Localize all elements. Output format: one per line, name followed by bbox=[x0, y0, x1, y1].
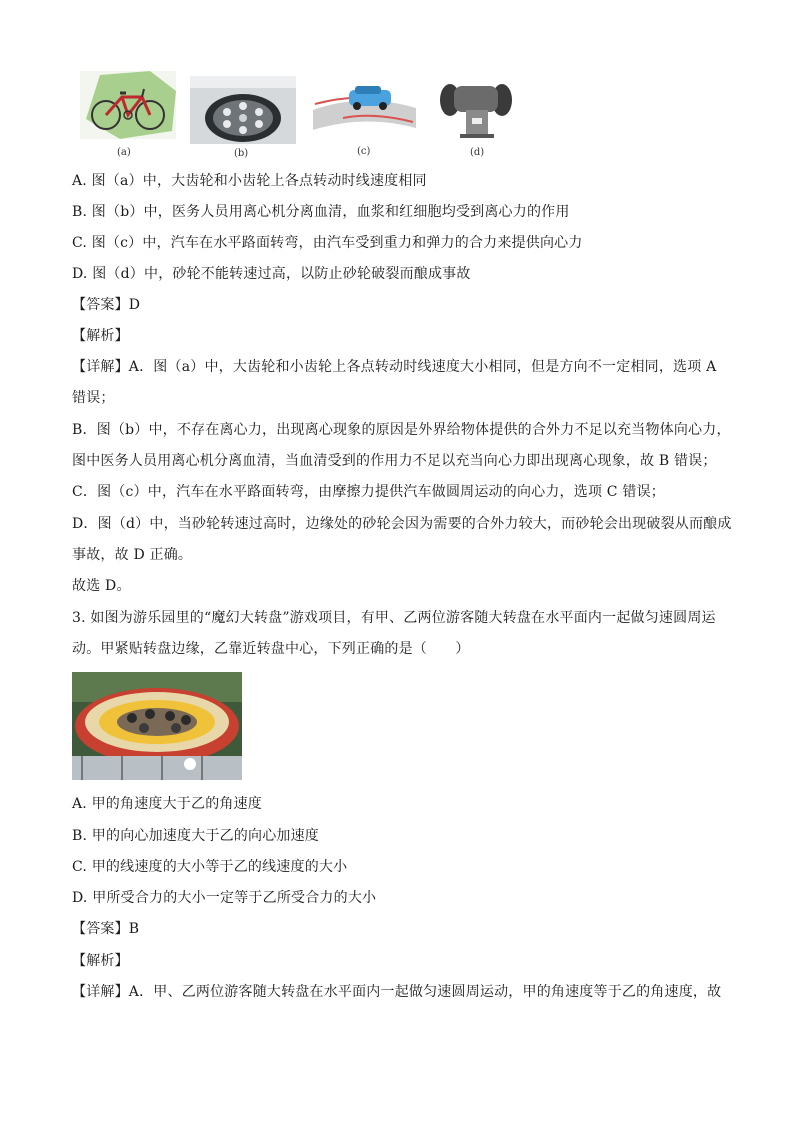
figure-b-centrifuge bbox=[190, 76, 296, 144]
figure-turntable bbox=[72, 672, 242, 780]
q3-stem-line: 动。甲紧贴转盘边缘，乙靠近转盘中心，下列正确的是（ ） bbox=[72, 641, 470, 657]
q2-detail-line: C．图（c）中，汽车在水平路面转弯，由摩擦力提供汽车做圆周运动的向心力，选项 C 错误； bbox=[72, 484, 665, 500]
q2-option-d: D. 图（d）中，砂轮不能转速过高，以防止砂轮破裂而酿成事故 bbox=[72, 266, 471, 282]
q3-option-c: C. 甲的线速度的大小等于乙的线速度的大小 bbox=[72, 859, 348, 875]
q2-detail-line: 错误； bbox=[72, 390, 115, 406]
q3-stem-line: 3. 如图为游乐园里的“魔幻大转盘”游戏项目，有甲、乙两位游客随大转盘在水平面内一起做匀速圆周运 bbox=[72, 610, 716, 626]
figure-d-grinder bbox=[436, 78, 516, 140]
q2-detail-line: 事故，故 D 正确。 bbox=[72, 547, 193, 563]
q2-detail-line: 故选 D。 bbox=[72, 578, 131, 594]
q2-analysis-label: 【解析】 bbox=[72, 328, 129, 344]
q2-detail-line: D．图（d）中，当砂轮转速过高时，边缘处的砂轮会因为需要的合外力较大，而砂轮会出现破裂从而酿成 bbox=[72, 516, 732, 532]
q3-detail-line: 【详解】A．甲、乙两位游客随大转盘在水平面内一起做匀速圆周运动，甲的角速度等于乙的角速度，故 bbox=[72, 984, 722, 1000]
q3-option-d: D. 甲所受合力的大小一定等于乙所受合力的大小 bbox=[72, 890, 377, 906]
turntable-image bbox=[72, 672, 242, 780]
caption-c: (c) bbox=[357, 146, 371, 157]
q2-option-c: C. 图（c）中，汽车在水平路面转弯，由汽车受到重力和弹力的合力来提供向心力 bbox=[72, 235, 583, 251]
q2-detail-line: B．图（b）中，不存在离心力，出现离心现象的原因是外界给物体提供的合外力不足以充当物体向心力， bbox=[72, 422, 731, 438]
q2-option-a: A. 图（a）中，大齿轮和小齿轮上各点转动时线速度相同 bbox=[72, 173, 427, 189]
caption-d: (d) bbox=[470, 147, 485, 158]
q2-answer: 【答案】D bbox=[72, 297, 141, 313]
caption-b: (b) bbox=[234, 148, 249, 159]
car-image bbox=[313, 78, 416, 134]
caption-a: (a) bbox=[117, 147, 131, 158]
q3-analysis-label: 【解析】 bbox=[72, 953, 129, 969]
figure-c-car bbox=[313, 78, 416, 134]
q2-detail-line: 图中医务人员用离心机分离血清，当血清受到的作用力不足以充当向心力即出现离心现象，故 B 错误； bbox=[72, 453, 717, 469]
q3-option-a: A. 甲的角速度大于乙的角速度 bbox=[72, 796, 263, 812]
q3-answer: 【答案】B bbox=[72, 921, 140, 937]
q3-option-b: B. 甲的向心加速度大于乙的向心加速度 bbox=[72, 828, 319, 844]
q2-option-b: B. 图（b）中，医务人员用离心机分离血清，血浆和红细胞均受到离心力的作用 bbox=[72, 204, 570, 220]
bicycle-image bbox=[80, 71, 176, 139]
grinder-image bbox=[436, 78, 516, 140]
figure-a-bicycle bbox=[80, 71, 176, 139]
centrifuge-image bbox=[190, 76, 296, 144]
q2-detail-line: 【详解】A．图（a）中，大齿轮和小齿轮上各点转动时线速度大小相同，但是方向不一定相同，选项 A bbox=[72, 359, 717, 375]
